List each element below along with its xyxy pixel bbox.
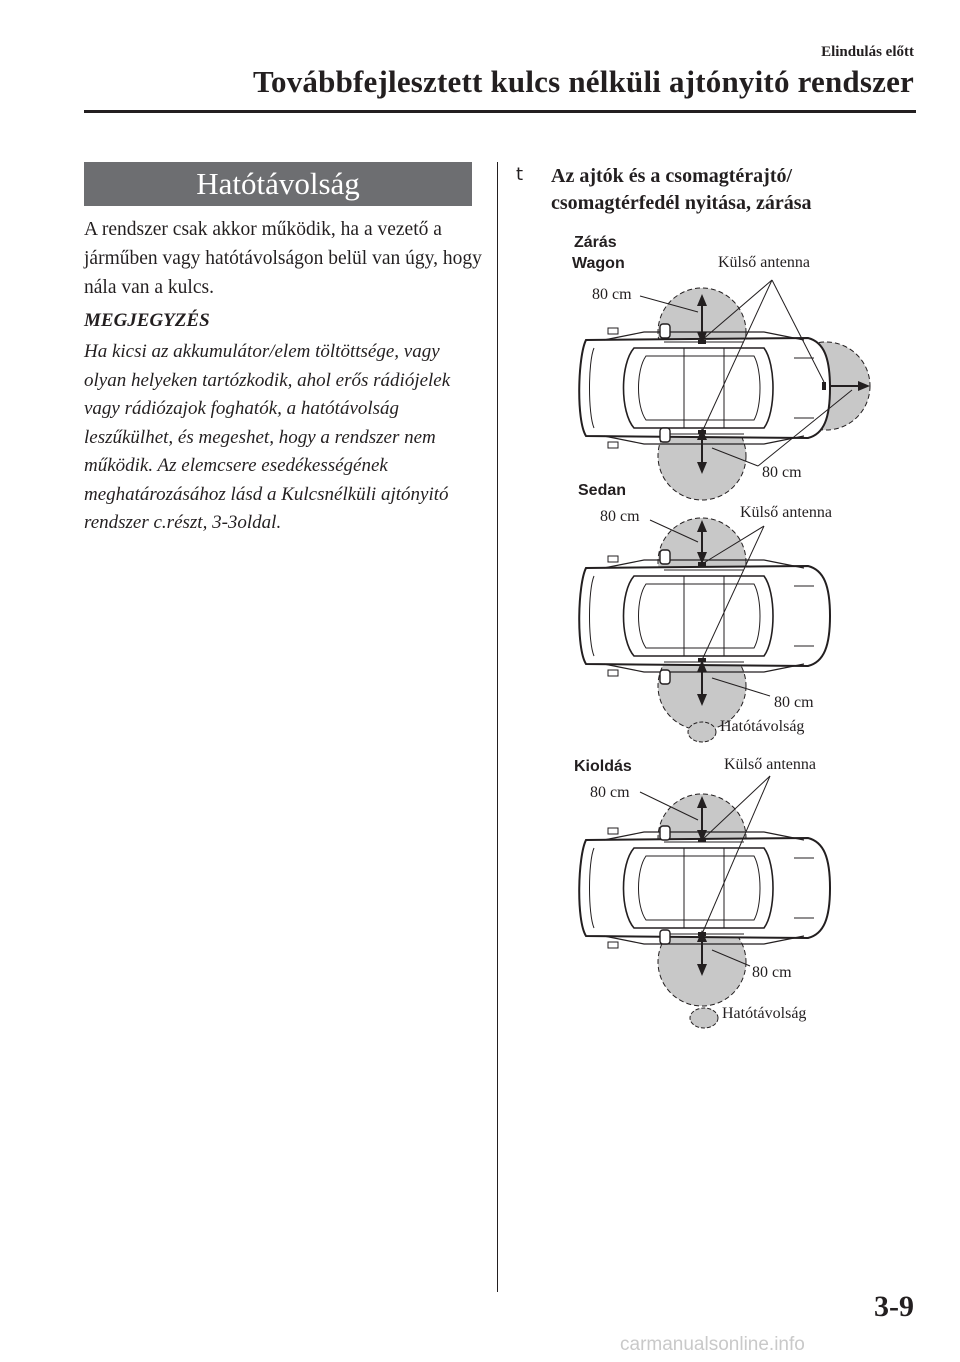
lock-label: Zárás — [574, 234, 617, 251]
sedan-label: Sedan — [578, 482, 627, 499]
column-divider — [497, 162, 498, 1292]
header-rule — [84, 110, 916, 113]
note-body: Ha kicsi az akkumulátor/elem töltöttsége, vagy olyan helyeken tartózkodik, ahol erős rádiójelek vagy rádiózajok foghatók, a hatótávolság leszűkülhet, és megeshet, hogy a rendszer nem működik. Az elemcsere esedékességének meghatározásához lásd a Kulcsnélküli ajtónyitó rendszer c.részt, 3-3oldal. — [84, 341, 451, 533]
note-title: MEGJEGYZÉS — [84, 310, 210, 331]
distance-label-unlock-top: 80 cm — [590, 784, 630, 801]
range-diagrams — [500, 220, 920, 1040]
car-range-illustration — [500, 220, 920, 1040]
antenna-label-unlock: Külső antenna — [724, 756, 816, 773]
antenna-label-sedan: Külső antenna — [740, 504, 832, 521]
subsection-title: Az ajtók és a csomagtérajtó/ csomagtérfedél nyitása, zárása — [551, 165, 812, 214]
range-legend-sedan: Hatótávolság — [720, 718, 805, 735]
page-number: 3-9 — [874, 1290, 914, 1323]
distance-label-unlock-bottom: 80 cm — [752, 964, 792, 981]
section-title: Hatótávolság — [84, 162, 472, 206]
page-title: Továbbfejlesztett kulcs nélküli ajtónyitó rendszer — [253, 64, 914, 99]
intro-paragraph: A rendszer csak akkor működik, ha a vezető a járműben vagy hatótávolságon belül van úgy, hogy nála van a kulcs. — [84, 219, 482, 298]
unlock-label: Kioldás — [574, 758, 632, 775]
range-legend-unlock: Hatótávolság — [722, 1005, 807, 1022]
bullet-marker: t — [516, 164, 524, 185]
chapter-label: Elindulás előtt — [821, 44, 914, 60]
distance-label-sedan-top: 80 cm — [600, 508, 640, 525]
distance-label-sedan-bottom: 80 cm — [774, 694, 814, 711]
distance-label-wagon-top: 80 cm — [592, 286, 632, 303]
watermark: carmanualsonline.info — [620, 1334, 805, 1355]
distance-label-wagon-bottom: 80 cm — [762, 464, 802, 481]
antenna-label-wagon: Külső antenna — [718, 254, 810, 271]
wagon-label: Wagon — [572, 255, 625, 272]
